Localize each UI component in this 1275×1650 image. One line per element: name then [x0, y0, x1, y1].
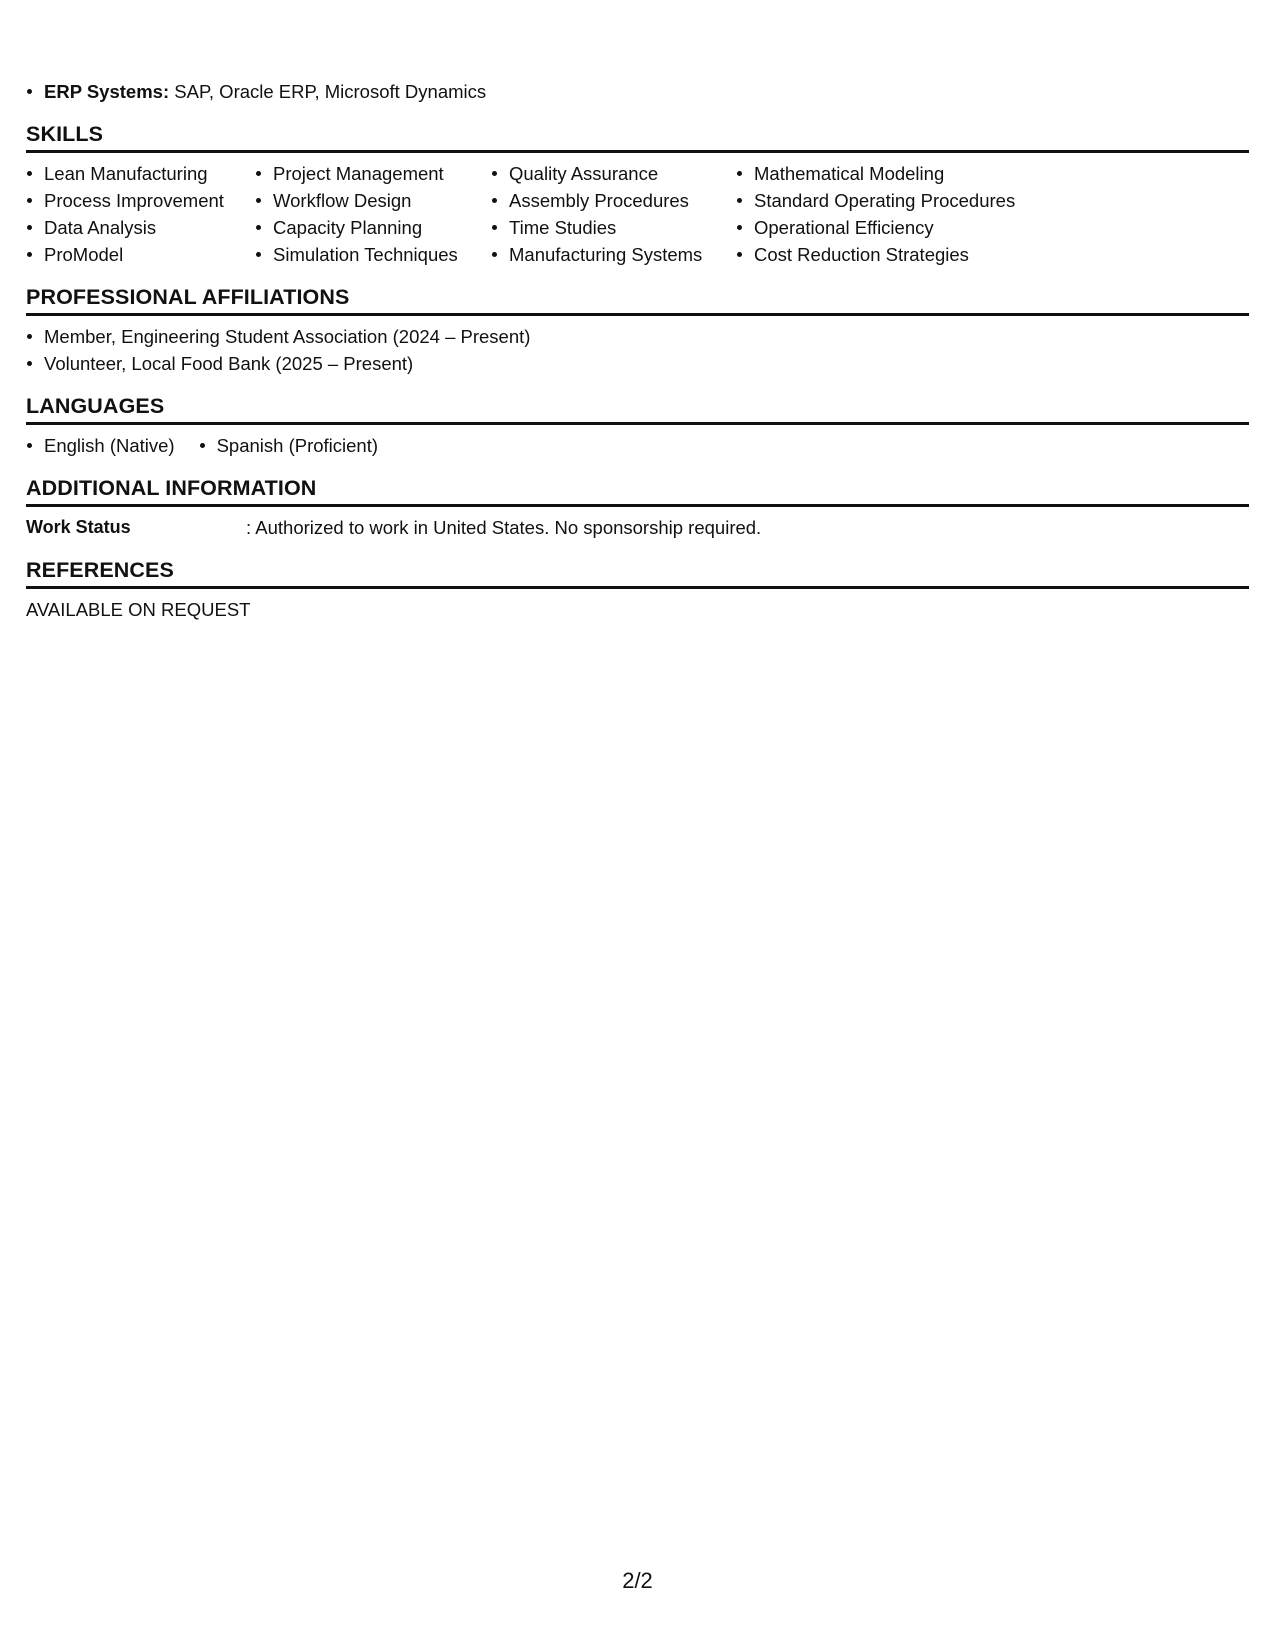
resume-page-2 [26, 78, 1249, 623]
skills-column-4 [736, 160, 1036, 268]
language-item: Spanish (Proficient) [199, 432, 378, 459]
technical-skills-continued-list [26, 78, 1249, 105]
skill-item: Process Improvement [26, 187, 255, 214]
skill-item: Lean Manufacturing [26, 160, 255, 187]
list-item-erp-systems [26, 78, 1249, 105]
references-heading: REFERENCES [26, 557, 1249, 589]
skill-item: Assembly Procedures [491, 187, 736, 214]
skill-item: Data Analysis [26, 214, 255, 241]
skills-column-2 [255, 160, 491, 268]
skill-item: Operational Efficiency [736, 214, 1036, 241]
skill-item: Project Management [255, 160, 491, 187]
skills-column-3 [491, 160, 736, 268]
skills-grid [26, 160, 1249, 268]
additional-info-section [26, 475, 1249, 541]
skill-item: Capacity Planning [255, 214, 491, 241]
skill-item: Simulation Techniques [255, 241, 491, 268]
affiliations-heading: PROFESSIONAL AFFILIATIONS [26, 284, 1249, 316]
work-status-label: Work Status [26, 517, 131, 537]
skill-item: Workflow Design [255, 187, 491, 214]
affiliations-section [26, 284, 1249, 377]
skill-item: Standard Operating Procedures [736, 187, 1036, 214]
skill-item: Mathematical Modeling [736, 160, 1036, 187]
affiliations-list [26, 323, 1249, 377]
additional-info-heading: ADDITIONAL INFORMATION [26, 475, 1249, 507]
skills-section [26, 121, 1249, 268]
skills-heading: SKILLS [26, 121, 1249, 153]
skill-item: Quality Assurance [491, 160, 736, 187]
work-status-row [26, 514, 1249, 541]
languages-heading: LANGUAGES [26, 393, 1249, 425]
language-item: English (Native) [26, 432, 175, 459]
languages-list [26, 432, 1249, 459]
references-section [26, 557, 1249, 623]
page-number: 2/2 [622, 1568, 653, 1593]
skill-item: Manufacturing Systems [491, 241, 736, 268]
erp-systems-label: ERP Systems: [44, 81, 170, 102]
skills-column-1 [26, 160, 255, 268]
skill-item: Cost Reduction Strategies [736, 241, 1036, 268]
references-text: AVAILABLE ON REQUEST [26, 599, 251, 620]
affiliation-item: Member, Engineering Student Association (2024 – Present) [26, 323, 1249, 350]
erp-systems-value: SAP, Oracle ERP, Microsoft Dynamics [169, 81, 487, 102]
skill-item: ProModel [26, 241, 255, 268]
languages-section [26, 393, 1249, 459]
skill-item: Time Studies [491, 214, 736, 241]
affiliation-item: Volunteer, Local Food Bank (2025 – Present) [26, 350, 1249, 377]
work-status-value: : Authorized to work in United States. No sponsorship required. [246, 517, 762, 538]
